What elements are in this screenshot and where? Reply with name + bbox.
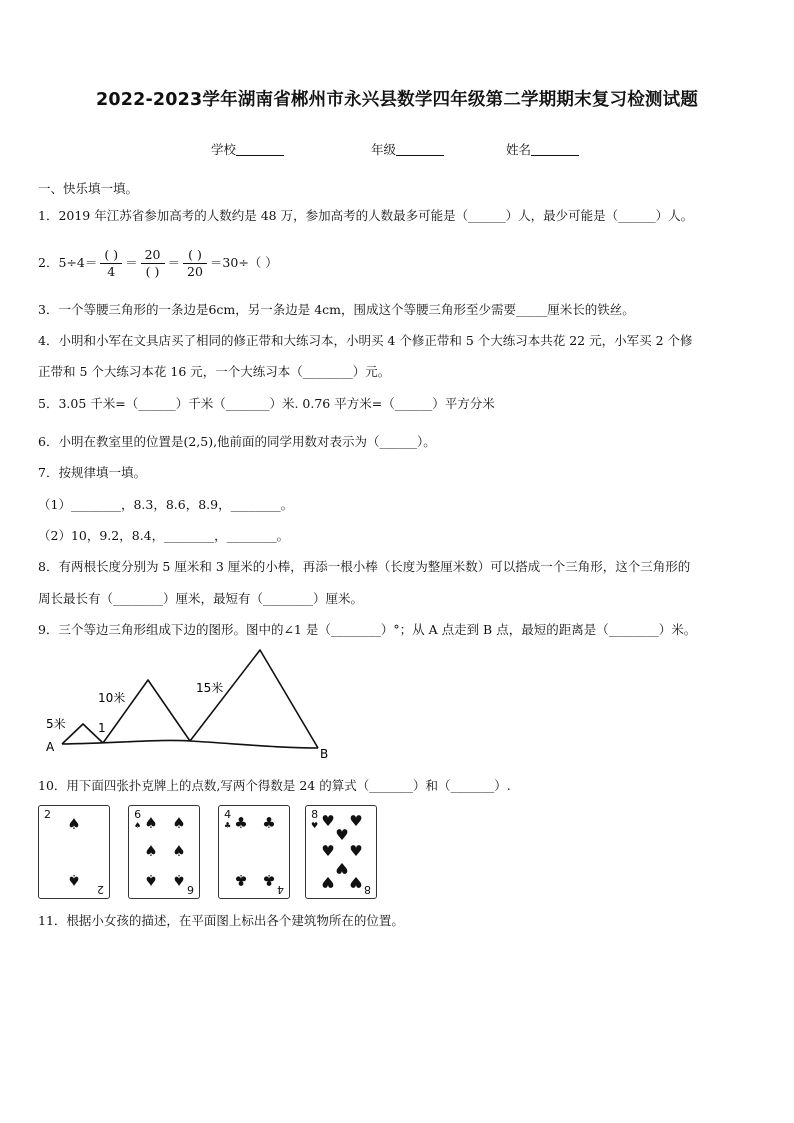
club-icon: ♣ <box>224 821 232 830</box>
figure-label-angle-1: 1 <box>98 721 106 735</box>
heart-icon: ♥ <box>335 859 349 877</box>
question-10: 10．用下面四张扑克牌上的点数,写两个得数是 24 的算式（_______）和（_______）. <box>38 778 511 793</box>
heart-icon: ♥ <box>349 812 363 830</box>
q2-f2-den: ( ) <box>145 264 160 279</box>
school-field <box>211 140 284 158</box>
club-icon: ♣ <box>262 814 276 832</box>
q2-f3-num: ( ) <box>183 247 207 264</box>
section-heading: 一、快乐填一填。 <box>38 181 139 196</box>
playing-card-2 <box>128 805 200 899</box>
card-4-value-bottom: 8 <box>364 883 371 896</box>
card-2-corner-bottom <box>187 884 194 895</box>
school-label: 学校 <box>211 142 237 157</box>
heart-icon: ♥ <box>321 873 335 891</box>
figure-label-5m: 5米 <box>46 717 66 731</box>
q2-fraction-2 <box>141 247 165 280</box>
card-3-value-bottom: 4 <box>277 883 284 896</box>
playing-card-3 <box>218 805 290 899</box>
figure-label-b: B <box>320 747 329 761</box>
card-2-value-bottom: 6 <box>187 883 194 896</box>
question-11: 11．根据小女孩的描述，在平面图上标出各个建筑物所在的位置。 <box>38 913 404 928</box>
spade-icon: ♠ <box>172 814 186 832</box>
question-2 <box>38 243 278 283</box>
spade-icon: ♠ <box>67 871 81 889</box>
question-8-line-2: 周长最长有（________）厘米，最短有（________）厘米。 <box>38 591 364 606</box>
q2-equals-1: ＝ <box>125 255 138 270</box>
triangle-medium <box>103 680 190 743</box>
playing-card-4 <box>305 805 377 899</box>
question-4-line-1: 4．小明和小军在文具店买了相同的修正带和大练习本，小明买 4 个修正带和 5 个大练习本共花 22 元，小军买 2 个修 <box>38 333 693 348</box>
q2-f1-den: 4 <box>107 264 116 279</box>
figure-label-10m: 10米 <box>98 691 126 705</box>
question-9: 9．三个等边三角形组成下边的图形。图中的∠1 是（________）°；从 A 点走到 B 点，最短的距离是（________）米。 <box>38 622 697 637</box>
figure-label-a: A <box>46 740 55 754</box>
q2-f2-num: 20 <box>141 247 165 264</box>
spade-icon: ♠ <box>67 815 81 833</box>
card-1-corner <box>44 809 51 820</box>
card-2-corner <box>134 809 141 831</box>
card-3-value: 4 <box>224 808 232 821</box>
question-7-part-2: （2）10，9.2，8.4，________，________。 <box>38 528 290 543</box>
q2-fraction-3 <box>183 247 207 280</box>
club-icon: ♣ <box>262 871 276 889</box>
card-4-value: 8 <box>311 808 319 821</box>
grade-field <box>371 140 444 158</box>
heart-icon: ♥ <box>321 842 335 860</box>
question-3: 3．一个等腰三角形的一条边是6cm，另一条边是 4cm，围成这个等腰三角形至少需要_____厘米长的铁丝。 <box>38 302 635 317</box>
card-3-corner <box>224 809 231 831</box>
q2-prefix: 2．5÷4＝ <box>38 255 98 270</box>
playing-card-1 <box>38 805 110 899</box>
spade-icon: ♠ <box>172 871 186 889</box>
school-blank[interactable] <box>236 143 284 156</box>
triangle-large <box>190 650 318 748</box>
spade-icon: ♠ <box>144 814 158 832</box>
q2-fraction-1 <box>100 247 122 280</box>
spade-icon: ♠ <box>172 842 186 860</box>
figure-label-15m: 15米 <box>196 681 224 695</box>
card-1-value: 2 <box>44 808 51 821</box>
grade-blank[interactable] <box>396 143 444 156</box>
question-7: 7．按规律填一填。 <box>38 465 146 480</box>
q2-equals-2: ＝ <box>167 255 181 270</box>
q2-suffix: ＝30÷（ ） <box>209 255 278 270</box>
triangle-small <box>62 724 103 744</box>
q2-f1-num: ( ) <box>100 247 122 264</box>
q2-f3-den: 20 <box>187 264 203 279</box>
heart-icon: ♥ <box>335 826 349 844</box>
question-8-line-1: 8．有两根长度分别为 5 厘米和 3 厘米的小棒，再添一根小棒（长度为整厘米数）可以搭成一个三角形，这个三角形的 <box>38 559 691 574</box>
heart-icon: ♥ <box>349 842 363 860</box>
name-field <box>506 140 579 158</box>
spade-icon: ♠ <box>144 842 158 860</box>
spade-icon: ♠ <box>134 821 142 830</box>
card-3-corner-bottom <box>277 884 284 895</box>
page-title: 2022-2023学年湖南省郴州市永兴县数学四年级第二学期期末复习检测试题 <box>95 90 699 110</box>
question-6: 6．小明在教室里的位置是(2,5),他前面的同学用数对表示为（______）。 <box>38 434 436 449</box>
triangle-figure <box>40 640 340 765</box>
name-label: 姓名 <box>506 142 532 157</box>
card-2-value: 6 <box>134 808 142 821</box>
card-1-corner-bottom <box>97 884 104 895</box>
name-blank[interactable] <box>531 143 579 156</box>
grade-label: 年级 <box>371 142 397 157</box>
heart-icon: ♥ <box>311 821 319 830</box>
card-1-value-bottom: 2 <box>97 883 104 896</box>
heart-icon: ♥ <box>321 812 335 830</box>
question-4-line-2: 正带和 5 个大练习本花 16 元，一个大练习本（________）元。 <box>38 364 391 379</box>
card-4-corner <box>311 809 318 831</box>
question-1: 1．2019 年江苏省参加高考的人数约是 48 万，参加高考的人数最多可能是（______）人，最少可能是（______）人。 <box>38 208 694 223</box>
heart-icon: ♥ <box>349 873 363 891</box>
club-icon: ♣ <box>234 814 248 832</box>
question-7-part-1: （1）________，8.3，8.6，8.9，________。 <box>38 497 294 512</box>
spade-icon: ♠ <box>144 871 158 889</box>
question-5: 5．3.05 千米=（______）千米（_______）米. 0.76 平方米=（______）平方分米 <box>38 396 495 411</box>
club-icon: ♣ <box>234 871 248 889</box>
card-4-corner-bottom <box>364 884 371 895</box>
